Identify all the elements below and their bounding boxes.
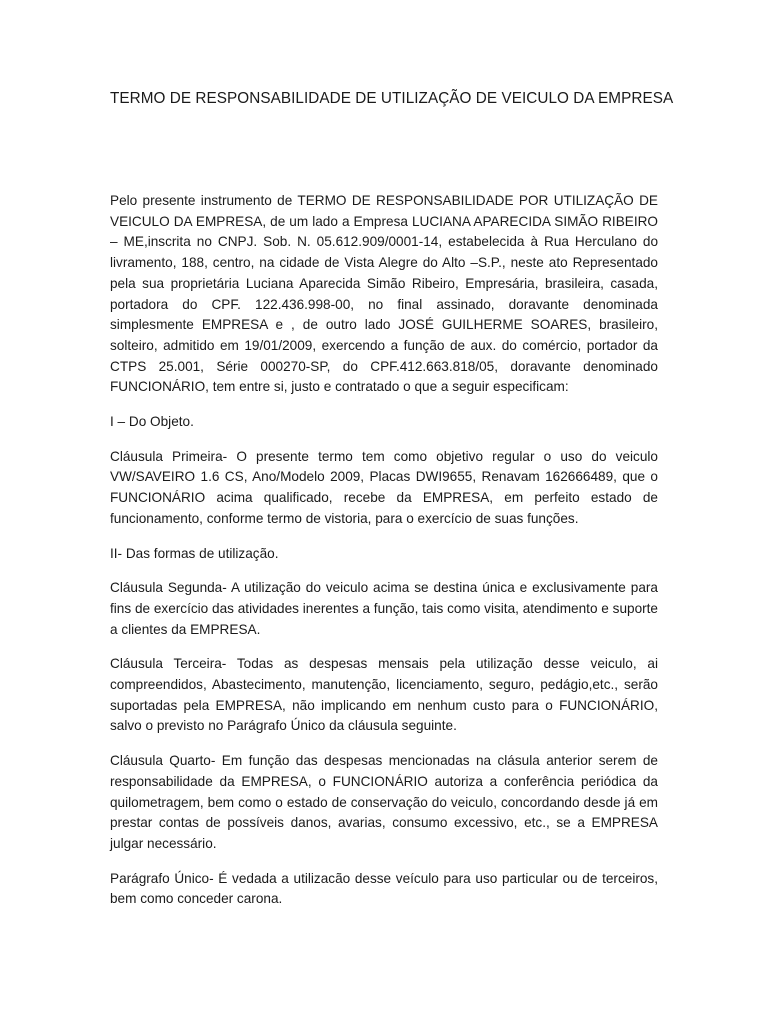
document-body <box>110 191 658 924</box>
clausula-segunda: Cláusula Segunda- A utilização do veiculo acima se destina única e exclusivamente para fins de exercício das atividades inerentes a função, tais como visita, atendimento e suporte a clientes da EMPRESA. <box>110 580 658 637</box>
document-title: TERMO DE RESPONSABILIDADE DE UTILIZAÇÃO DE VEICULO DA EMPRESA <box>110 90 674 107</box>
intro-paragraph: Pelo presente instrumento de TERMO DE RESPONSABILIDADE POR UTILIZAÇÃO DE VEICULO DA EMPRESA, de um lado a Empresa LUCIANA APARECIDA SIMÃO RIBEIRO – ME,inscrita no CNPJ. Sob. N. 05.612.909/0001-14, estabelecida à Rua Herculano do livramento, 188, centro, na cidade de Vista Alegre do Alto –S.P., neste ato Representado pela sua proprietária Luciana Aparecida Simão Ribeiro, Empresária, brasileira, casada, portadora do CPF. 122.436.998-00, no final assinado, doravante denominada simplesmente EMPRESA e , de outro lado JOSÉ GUILHERME SOARES, brasileiro, solteiro, admitido em 19/01/2009, exercendo a função de aux. do comércio, portador da CTPS 25.001, Série 000270-SP, do CPF.412.663.818/05, doravante denominado FUNCIONÁRIO, tem entre si, justo e contratado o que a seguir especificam: <box>110 193 658 395</box>
clausula-quarto: Cláusula Quarto- Em função das despesas mencionadas na clásula anterior serem de responsabilidade da EMPRESA, o FUNCIONÁRIO autoriza a conferência periódica da quilometragem, bem como o estado de conservação do veiculo, concordando desde já em prestar contas de possíveis danos, avarias, consumo excessivo, etc., se a EMPRESA julgar necessário. <box>110 753 658 851</box>
paragrafo-unico: Parágrafo Único- É vedada a utilizacão desse veículo para uso particular ou de terceiros, bem como conceder carona. <box>110 870 658 907</box>
document-page <box>110 0 674 1024</box>
section-heading-formas-de-utilizacao: II- Das formas de utilização. <box>110 545 279 561</box>
clausula-terceira: Cláusula Terceira- Todas as despesas mensais pela utilização desse veiculo, ai compreendidos, Abastecimento, manutenção, licenciamento, seguro, pedágio,etc., serão suportadas pela EMPRESA, não implicando em nenhum custo para o FUNCIONÁRIO, salvo o previsto no Parágrafo Único da cláusula seguinte. <box>110 656 658 734</box>
clausula-primeira: Cláusula Primeira- O presente termo tem como objetivo regular o uso do veiculo VW/SAVEIRO 1.6 CS, Ano/Modelo 2009, Placas DWI9655, Renavam 162666489, que o FUNCIONÁRIO acima qualificado, recebe da EMPRESA, em perfeito estado de funcionamento, conforme termo de vistoria, para o exercício de suas funções. <box>110 448 658 526</box>
section-heading-objeto: I – Do Objeto. <box>110 414 194 430</box>
